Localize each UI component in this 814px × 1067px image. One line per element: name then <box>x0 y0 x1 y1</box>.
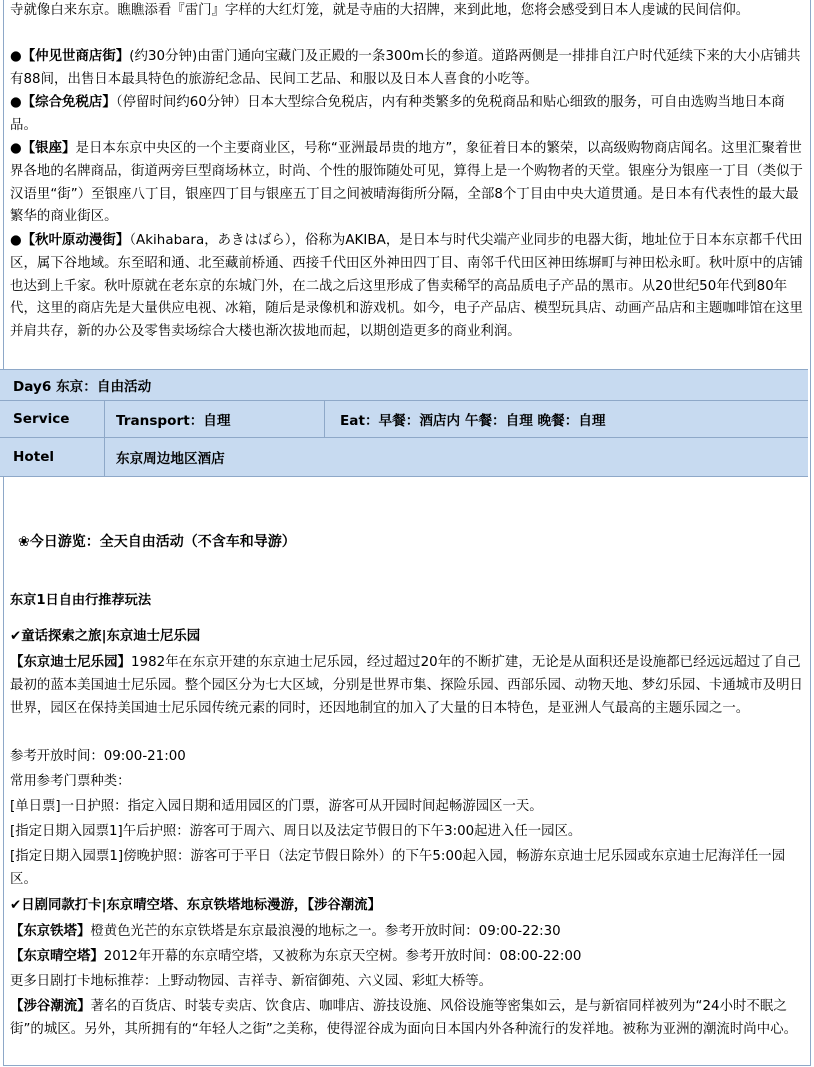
tokyo-tower-title: 【东京铁塔】 <box>10 924 91 939</box>
nakamise-text: (约30分钟)由雷门通向宝藏门及正殿的一条300m长的参道。道路两侧是一排排自江户时代延续下来的大小店铺共有88间，出售日本最具特色的旅游纪念品、民间工艺品、和服以及日本人喜食的小吃等。 <box>10 49 801 87</box>
ginza-paragraph <box>10 138 804 229</box>
ticket-afternoon: [指定日期入园票1]午后护照：游客可于周六、周日以及法定节假日的下午3:00起进入任一园区。 <box>10 824 582 839</box>
skytree-line <box>10 946 804 968</box>
meals-value: Eat：早餐：酒店内 午餐：自理 晚餐：自理 <box>340 413 606 429</box>
transport-value: Transport：自理 <box>116 413 231 429</box>
disney-text: 1982年在东京开建的东京迪士尼乐园，经过超过20年的不断扩建，无论是从面积还是设施都已经远远超过了自己最初的蓝本美国迪士尼乐园。整个园区分为七大区域，分别是世界市集、探险乐园、西部乐园、动物天地、梦幻乐园、卡通城市及明日世界，园区在保持美国迪士尼乐园传统元素的同时，还因地制宜的加入了大量的日本特色，是亚洲人气最高的主题乐园之一。 <box>10 655 803 716</box>
ticket-evening: [指定日期入园票1]傍晚护照：游客可于平日（法定节假日除外）的下午5:00起入园，畅游东京迪士尼乐园或东京迪士尼海洋任一园区。 <box>10 849 786 887</box>
divider <box>104 438 105 476</box>
tokyo-tower-text: 橙黄色光芒的东京铁塔是东京最浪漫的地标之一。参考开放时间：09:00-22:30 <box>90 924 561 939</box>
drama-heading: ✔日剧同款打卡|东京晴空塔、东京铁塔地标漫游，【涉谷潮流】 <box>10 898 381 913</box>
divider <box>324 401 325 437</box>
dutyfree-paragraph <box>10 92 804 138</box>
skytree-title: 【东京晴空塔】 <box>10 949 104 964</box>
nakamise-paragraph <box>10 46 804 92</box>
hotel-label: Hotel <box>13 449 55 465</box>
disney-title: 【东京迪士尼乐园】 <box>10 655 131 670</box>
akiba-paragraph <box>10 230 804 344</box>
dutyfree-title: ●【综合免税店】 <box>10 95 116 110</box>
akiba-title: ●【秋叶原动漫街】 <box>10 233 130 248</box>
service-label: Service <box>13 411 70 427</box>
skytree-text: 2012年开幕的东京晴空塔，又被称为东京天空树。参考开放时间：08:00-22:00 <box>103 949 582 964</box>
ginza-text: 是日本东京中央区的一个主要商业区，号称“亚洲最昂贵的地方”，象征着日本的繁荣，以高级购物商店闻名。这里汇聚着世界各地的名牌商品，街道两旁巨型商场林立，时尚、个性的服饰随处可见，算得上是一个购物者的天堂。银座分为银座一丁目（类似于汉语里“街”）至银座八丁目，银座四丁目与银座五丁目之间被晴海街所分隔，全部8个丁目由中央大道贯通。是日本有代表性的最大最繁华的商业街区。 <box>10 141 803 225</box>
dutyfree-text: （停留时间约60分钟）日本大型综合免税店，内有种类繁多的免税商品和贴心细致的服务，可自由选购当地日本商品。 <box>10 95 785 133</box>
ticket-types-label: 常用参考门票种类： <box>10 774 131 789</box>
disney-paragraph <box>10 652 804 720</box>
shibuya-paragraph <box>10 996 804 1042</box>
hotel-value: 东京周边地区酒店 <box>116 451 225 467</box>
recommend-title: 东京1日自由行推荐玩法 <box>10 593 152 608</box>
shibuya-text: 著名的百货店、时装专卖店、饮食店、咖啡店、游技设施、风俗设施等密集如云，是与新宿同样被列为“24小时不眠之街”的城区。另外，其所拥有的“年轻人之街”之美称，使得涩谷成为面向日本国内外各种流行的发祥地。被称为亚洲的潮流时尚中心。 <box>10 999 798 1037</box>
service-row <box>0 400 808 437</box>
disney-heading: ✔童话探索之旅|东京迪士尼乐园 <box>10 629 201 644</box>
divider <box>104 401 105 437</box>
more-landmarks: 更多日剧打卡地标推荐：上野动物园、吉祥寺、新宿御苑、六义园、彩虹大桥等。 <box>10 974 493 989</box>
senso-ji-text: 寺就像白来东京。瞧瞧添看『雷门』字样的大红灯笼，就是寺庙的大招牌，来到此地，您将会感受到日本人虔诚的民间信仰。 <box>10 3 750 18</box>
senso-ji-tail-paragraph <box>10 0 804 23</box>
nakamise-title: ●【仲见世商店街】 <box>10 49 130 64</box>
today-itinerary: ❀今日游览：全天自由活动（不含车和导游） <box>18 534 296 550</box>
disney-hours: 参考开放时间：09:00-21:00 <box>10 749 186 764</box>
day-header-row <box>0 369 808 400</box>
ginza-title: ●【银座】 <box>10 141 76 156</box>
tokyo-tower-line <box>10 921 804 943</box>
ticket-one-day: [单日票]一日护照：指定入园日期和适用园区的门票，游客可从开园时间起畅游园区一天。 <box>10 799 543 814</box>
hotel-row <box>0 437 808 477</box>
akiba-text: （Akihabara，あきはばら），俗称为AKIBA，是日本与时代尖端产业同步的电器大街，地址位于日本东京都千代田区，属下谷地域。东至昭和通、北至藏前桥通、西接千代田区外神田四丁目、南邻千代田区神田练塀町与神田松永町。秋叶原中的店铺也达到上千家。秋叶原就在老东京的东城门外，在二战之后这里形成了售卖稀罕的高品质电子产品的黑市。从20世纪50年代到80年代，这里的商店先是大量供应电视、冰箱，随后是录像机和游戏机。如今，电子产品店、模型玩具店、动画产品店和主题咖啡馆在这里并肩共存，新的办公及零售卖场综合大楼也渐次拔地而起，以期创造更多的商业利润。 <box>10 233 803 340</box>
day-title: Day6 东京：自由活动 <box>13 379 152 395</box>
shibuya-title: 【涉谷潮流】 <box>10 999 91 1014</box>
